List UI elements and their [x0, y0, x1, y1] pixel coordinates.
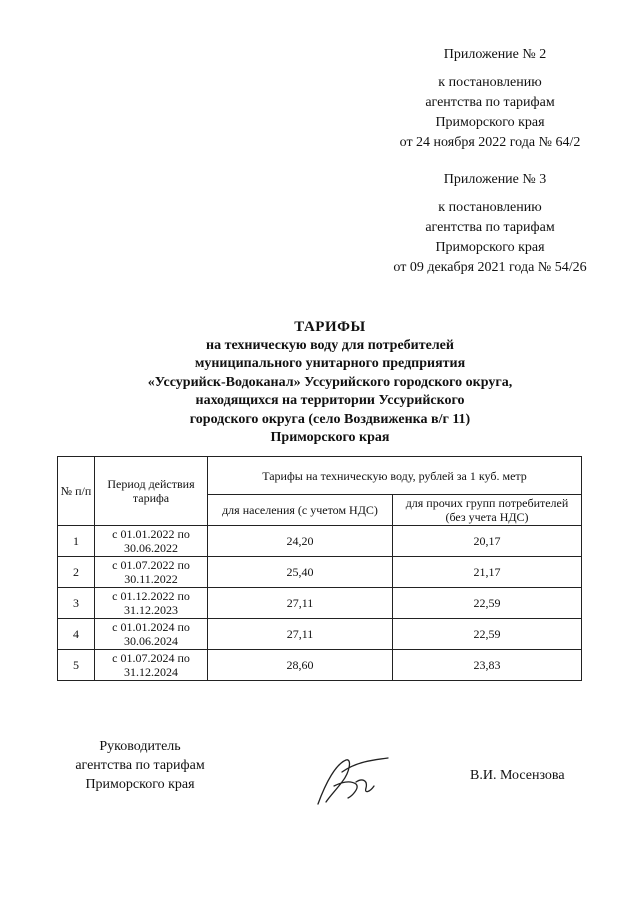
row-period	[95, 619, 208, 650]
row-population-tariff: 28,60	[208, 650, 393, 681]
signatory-position	[50, 737, 230, 794]
table-row	[58, 557, 582, 588]
appendix-3-block	[360, 170, 620, 278]
appendix-2-title: Приложение № 2	[443, 47, 547, 62]
period-to: 31.12.2023	[124, 603, 178, 617]
row-number: 2	[58, 557, 95, 588]
row-other-tariff: 20,17	[393, 526, 582, 557]
heading-line: Приморского края	[270, 430, 390, 445]
period-to: 30.06.2022	[124, 541, 178, 555]
period-from: с 01.01.2022 по	[112, 527, 190, 541]
header-period: Период действия тарифа	[95, 457, 208, 526]
header-tariffs: Тарифы на техническую воду, рублей за 1 куб. метр	[208, 457, 582, 495]
position-line: агентства по тарифам	[75, 758, 205, 773]
period-from: с 01.07.2022 по	[112, 558, 190, 572]
row-number: 5	[58, 650, 95, 681]
appendix-3-line: Приморского края	[435, 240, 545, 255]
row-period	[95, 557, 208, 588]
appendix-3-title: Приложение № 3	[443, 172, 547, 187]
signatory-name: В.И. Мосензова	[470, 768, 565, 783]
row-population-tariff: 25,40	[208, 557, 393, 588]
table-row	[58, 650, 582, 681]
document-title: ТАРИФЫ	[294, 319, 366, 335]
table-row	[58, 526, 582, 557]
row-population-tariff: 27,11	[208, 619, 393, 650]
period-from: с 01.12.2022 по	[112, 589, 190, 603]
period-from: с 01.07.2024 по	[112, 651, 190, 665]
row-number: 1	[58, 526, 95, 557]
handwritten-signature	[312, 752, 392, 812]
position-line: Приморского края	[85, 777, 195, 792]
header-other: для прочих групп потребителей (без учета НДС)	[393, 495, 582, 526]
row-other-tariff: 21,17	[393, 557, 582, 588]
row-period	[95, 588, 208, 619]
row-number: 4	[58, 619, 95, 650]
header-population: для населения (с учетом НДС)	[208, 495, 393, 526]
heading-line: находящихся на территории Уссурийского	[195, 393, 465, 408]
heading-line: «Уссурийск-Водоканал» Уссурийского городского округа,	[147, 374, 513, 390]
period-from: с 01.01.2024 по	[112, 620, 190, 634]
row-other-tariff: 23,83	[393, 650, 582, 681]
period-to: 30.11.2022	[124, 572, 178, 586]
appendix-2-block	[360, 45, 620, 153]
table-row	[58, 588, 582, 619]
appendix-2-line: от 24 ноября 2022 года № 64/2	[399, 135, 581, 150]
appendix-3-line: агентства по тарифам	[425, 220, 555, 235]
heading-line: на техническую воду для потребителей	[206, 337, 454, 353]
row-number: 3	[58, 588, 95, 619]
position-line: Руководитель	[99, 739, 181, 754]
row-population-tariff: 27,11	[208, 588, 393, 619]
document-heading	[70, 318, 590, 448]
tariff-table	[57, 456, 582, 681]
period-to: 31.12.2024	[124, 665, 178, 679]
heading-line: муниципального унитарного предприятия	[194, 356, 466, 371]
period-to: 30.06.2024	[124, 634, 178, 648]
row-period	[95, 526, 208, 557]
row-other-tariff: 22,59	[393, 619, 582, 650]
appendix-3-line: от 09 декабря 2021 года № 54/26	[393, 260, 587, 275]
row-period	[95, 650, 208, 681]
appendix-2-line: агентства по тарифам	[425, 95, 555, 110]
appendix-2-line: к постановлению	[438, 75, 542, 90]
heading-line: городского округа (село Воздвиженка в/г 11)	[189, 411, 471, 427]
header-number: № п/п	[58, 457, 95, 526]
appendix-3-line: к постановлению	[438, 200, 542, 215]
appendix-2-line: Приморского края	[435, 115, 545, 130]
row-population-tariff: 24,20	[208, 526, 393, 557]
row-other-tariff: 22,59	[393, 588, 582, 619]
table-row	[58, 619, 582, 650]
